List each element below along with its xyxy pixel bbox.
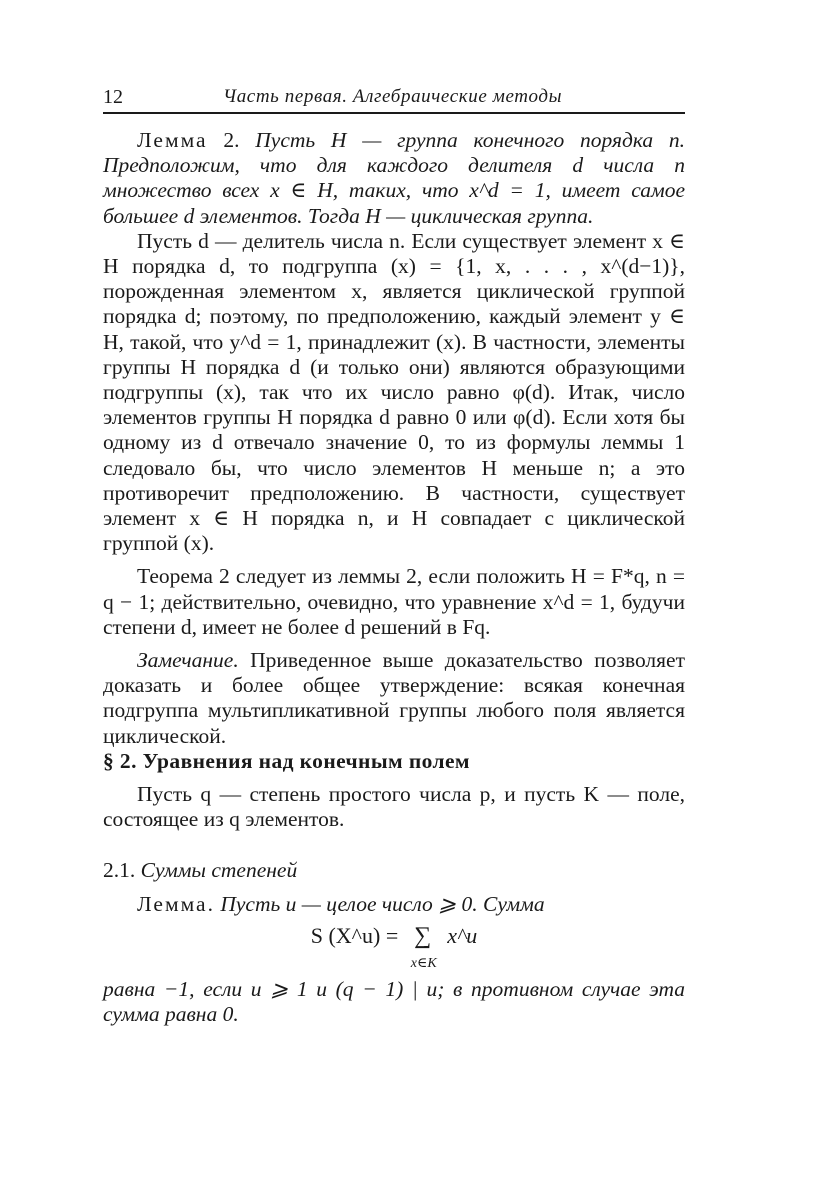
theorem-paragraph: Теорема 2 следует из леммы 2, если положить H = F*q, n = q − 1; действительно, очевидно, что уравнение x^d = 1, будучи степени d, имеет не более d решений в Fq. (103, 564, 685, 639)
running-head (103, 80, 685, 114)
subsection-heading (103, 858, 685, 883)
remark-paragraph (103, 648, 685, 749)
lemma-2-label: Лемма (137, 128, 208, 152)
proof-paragraph: Пусть d — делитель числа n. Если существует элемент x ∈ H порядка d, то подгруппа (x) = {1, x, . . . , x^(d−1)}, порожденная элементом x, является циклической группой порядка d; поэтому, по предположению, каждый элемент y ∈ H, такой, что y^d = 1, принадлежит (x). В частности, элементы группы H порядка d (и только они) являются образующими подгруппы (x), так что их число равно φ(d). Итак, число элементов группы H порядка d равно 0 или φ(d). Если хотя бы одному из d отвечало значение 0, то из формулы леммы 1 следовало бы, что число элементов H меньше n; а это противоречит предположению. В частности, существует элемент x ∈ H порядка n, и H совпадает с циклической группой (x). (103, 228, 685, 556)
section-intro: Пусть q — степень простого числа p, и пусть K — поле, состоящее из q элементов. (103, 782, 685, 832)
sum-index: x∈K (410, 955, 437, 971)
page-body (103, 128, 685, 1027)
lemma-label: Лемма. (137, 891, 215, 916)
lemma-2 (103, 128, 685, 229)
section-heading (103, 749, 685, 774)
remark-label: Замечание. (137, 648, 239, 673)
page-number: 12 (103, 86, 123, 108)
sum-formula (103, 921, 685, 977)
lemma-text: Пусть u — целое число ⩾ 0. Сумма (220, 891, 545, 916)
subsection-number: 2.1. (103, 858, 136, 883)
sum-operator (404, 922, 442, 971)
formula-lhs: S (X^u) = (310, 922, 399, 948)
subsection-title: Суммы степеней (140, 858, 298, 883)
formula-term: x^u (447, 922, 478, 948)
lemma-2-number: 2. (223, 128, 240, 152)
lemma-statement (103, 892, 685, 917)
section-title: Уравнения над конечным полем (142, 748, 470, 773)
section-number: § 2. (103, 748, 137, 773)
lemma-conclusion: равна −1, если u ⩾ 1 и (q − 1) | u; в противном случае эта сумма равна 0. (103, 976, 685, 1027)
lemma-2-statement: Пусть H — группа конечного порядка n. Предположим, что для каждого делителя d числа n множество всех x ∈ H, таких, что x^d = 1, имеет самое большее d элементов. Тогда H — циклическая группа. (103, 128, 686, 228)
remark-text: Приведенное выше доказательство позволяет доказать и более общее утверждение: всякая конечная подгруппа мультипликативной группы любого поля является циклической. (103, 648, 685, 748)
formula-expression (310, 921, 478, 971)
chapter-title: Часть первая. Алгебраические методы (223, 86, 563, 107)
sum-sign: ∑ (414, 922, 432, 949)
